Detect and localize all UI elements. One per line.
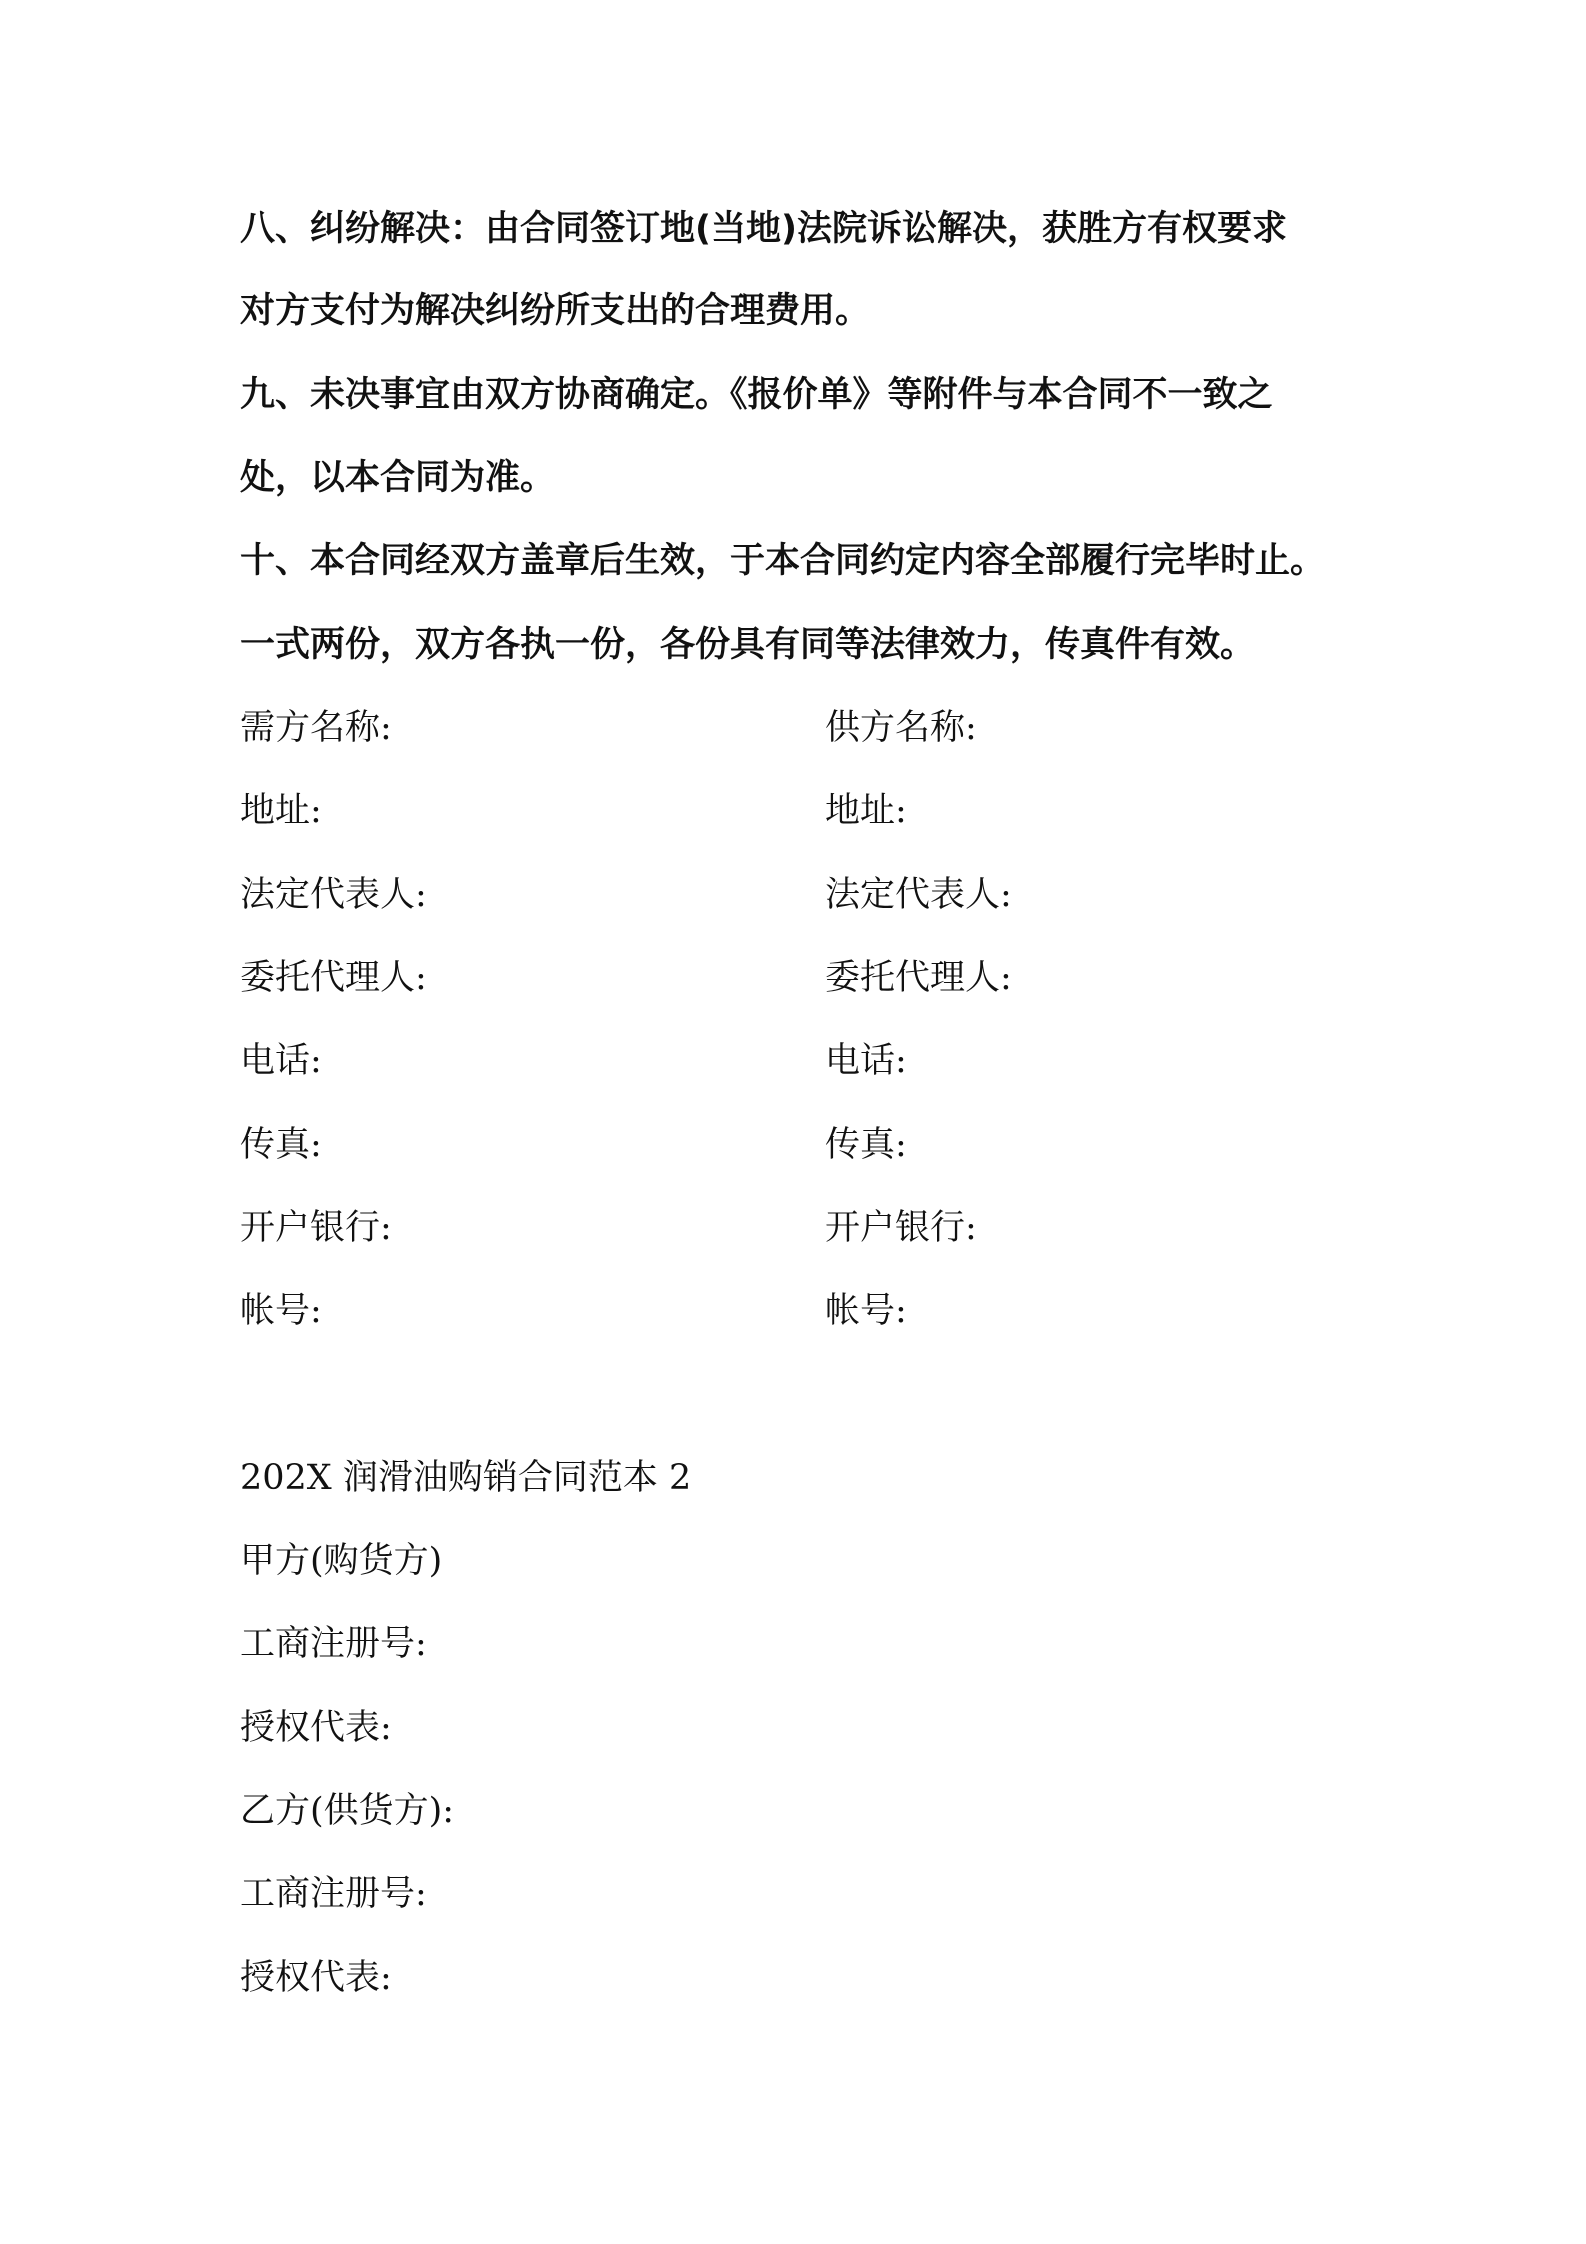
signature-row bbox=[240, 1123, 1390, 1167]
signature-row bbox=[240, 789, 1390, 833]
clause-10-line-2: 一式两份，双方各执一份，各份具有同等法律效力，传真件有效。 bbox=[240, 625, 1256, 665]
party-a-heading: 甲方(购货方) bbox=[240, 1541, 443, 1581]
signature-row bbox=[240, 956, 1390, 1000]
supplier-bank-label: 开户银行: bbox=[825, 1208, 977, 1248]
party-a-representative-label: 授权代表: bbox=[240, 1708, 392, 1748]
buyer-legal-rep-label: 法定代表人: bbox=[240, 875, 427, 915]
clause-8-line-1: 八、纠纷解决：由合同签订地(当地)法院诉讼解决，获胜方有权要求 bbox=[240, 209, 1287, 249]
buyer-bank-label: 开户银行: bbox=[240, 1208, 392, 1248]
supplier-agent-label: 委托代理人: bbox=[825, 958, 1012, 998]
supplier-fax-label: 传真: bbox=[825, 1125, 907, 1165]
clause-10-line-1: 十、本合同经双方盖章后生效，于本合同约定内容全部履行完毕时止。 bbox=[240, 541, 1326, 581]
supplier-name-label: 供方名称: bbox=[825, 708, 977, 748]
buyer-phone-label: 电话: bbox=[240, 1041, 322, 1081]
supplier-address-label: 地址: bbox=[825, 791, 907, 831]
signature-row bbox=[240, 873, 1390, 917]
party-a-registration-label: 工商注册号: bbox=[240, 1624, 427, 1664]
signature-row bbox=[240, 1289, 1390, 1333]
clause-9-line-1: 九、未决事宜由双方协商确定。《报价单》等附件与本合同不一致之 bbox=[240, 375, 1273, 415]
signature-row bbox=[240, 706, 1390, 750]
supplier-phone-label: 电话: bbox=[825, 1041, 907, 1081]
party-b-heading: 乙方(供货方): bbox=[240, 1791, 455, 1831]
buyer-agent-label: 委托代理人: bbox=[240, 958, 427, 998]
buyer-account-label: 帐号: bbox=[240, 1291, 322, 1331]
party-b-registration-label: 工商注册号: bbox=[240, 1874, 427, 1914]
signature-row bbox=[240, 1039, 1390, 1083]
supplier-legal-rep-label: 法定代表人: bbox=[825, 875, 1012, 915]
signature-row bbox=[240, 1206, 1390, 1250]
clause-9-line-2: 处，以本合同为准。 bbox=[240, 458, 556, 498]
buyer-address-label: 地址: bbox=[240, 791, 322, 831]
template-2-title: 202X 润滑油购销合同范本 2 bbox=[240, 1458, 692, 1498]
party-b-representative-label: 授权代表: bbox=[240, 1958, 392, 1998]
supplier-account-label: 帐号: bbox=[825, 1291, 907, 1331]
buyer-name-label: 需方名称: bbox=[240, 708, 392, 748]
clause-8-line-2: 对方支付为解决纠纷所支出的合理费用。 bbox=[240, 291, 871, 331]
buyer-fax-label: 传真: bbox=[240, 1125, 322, 1165]
